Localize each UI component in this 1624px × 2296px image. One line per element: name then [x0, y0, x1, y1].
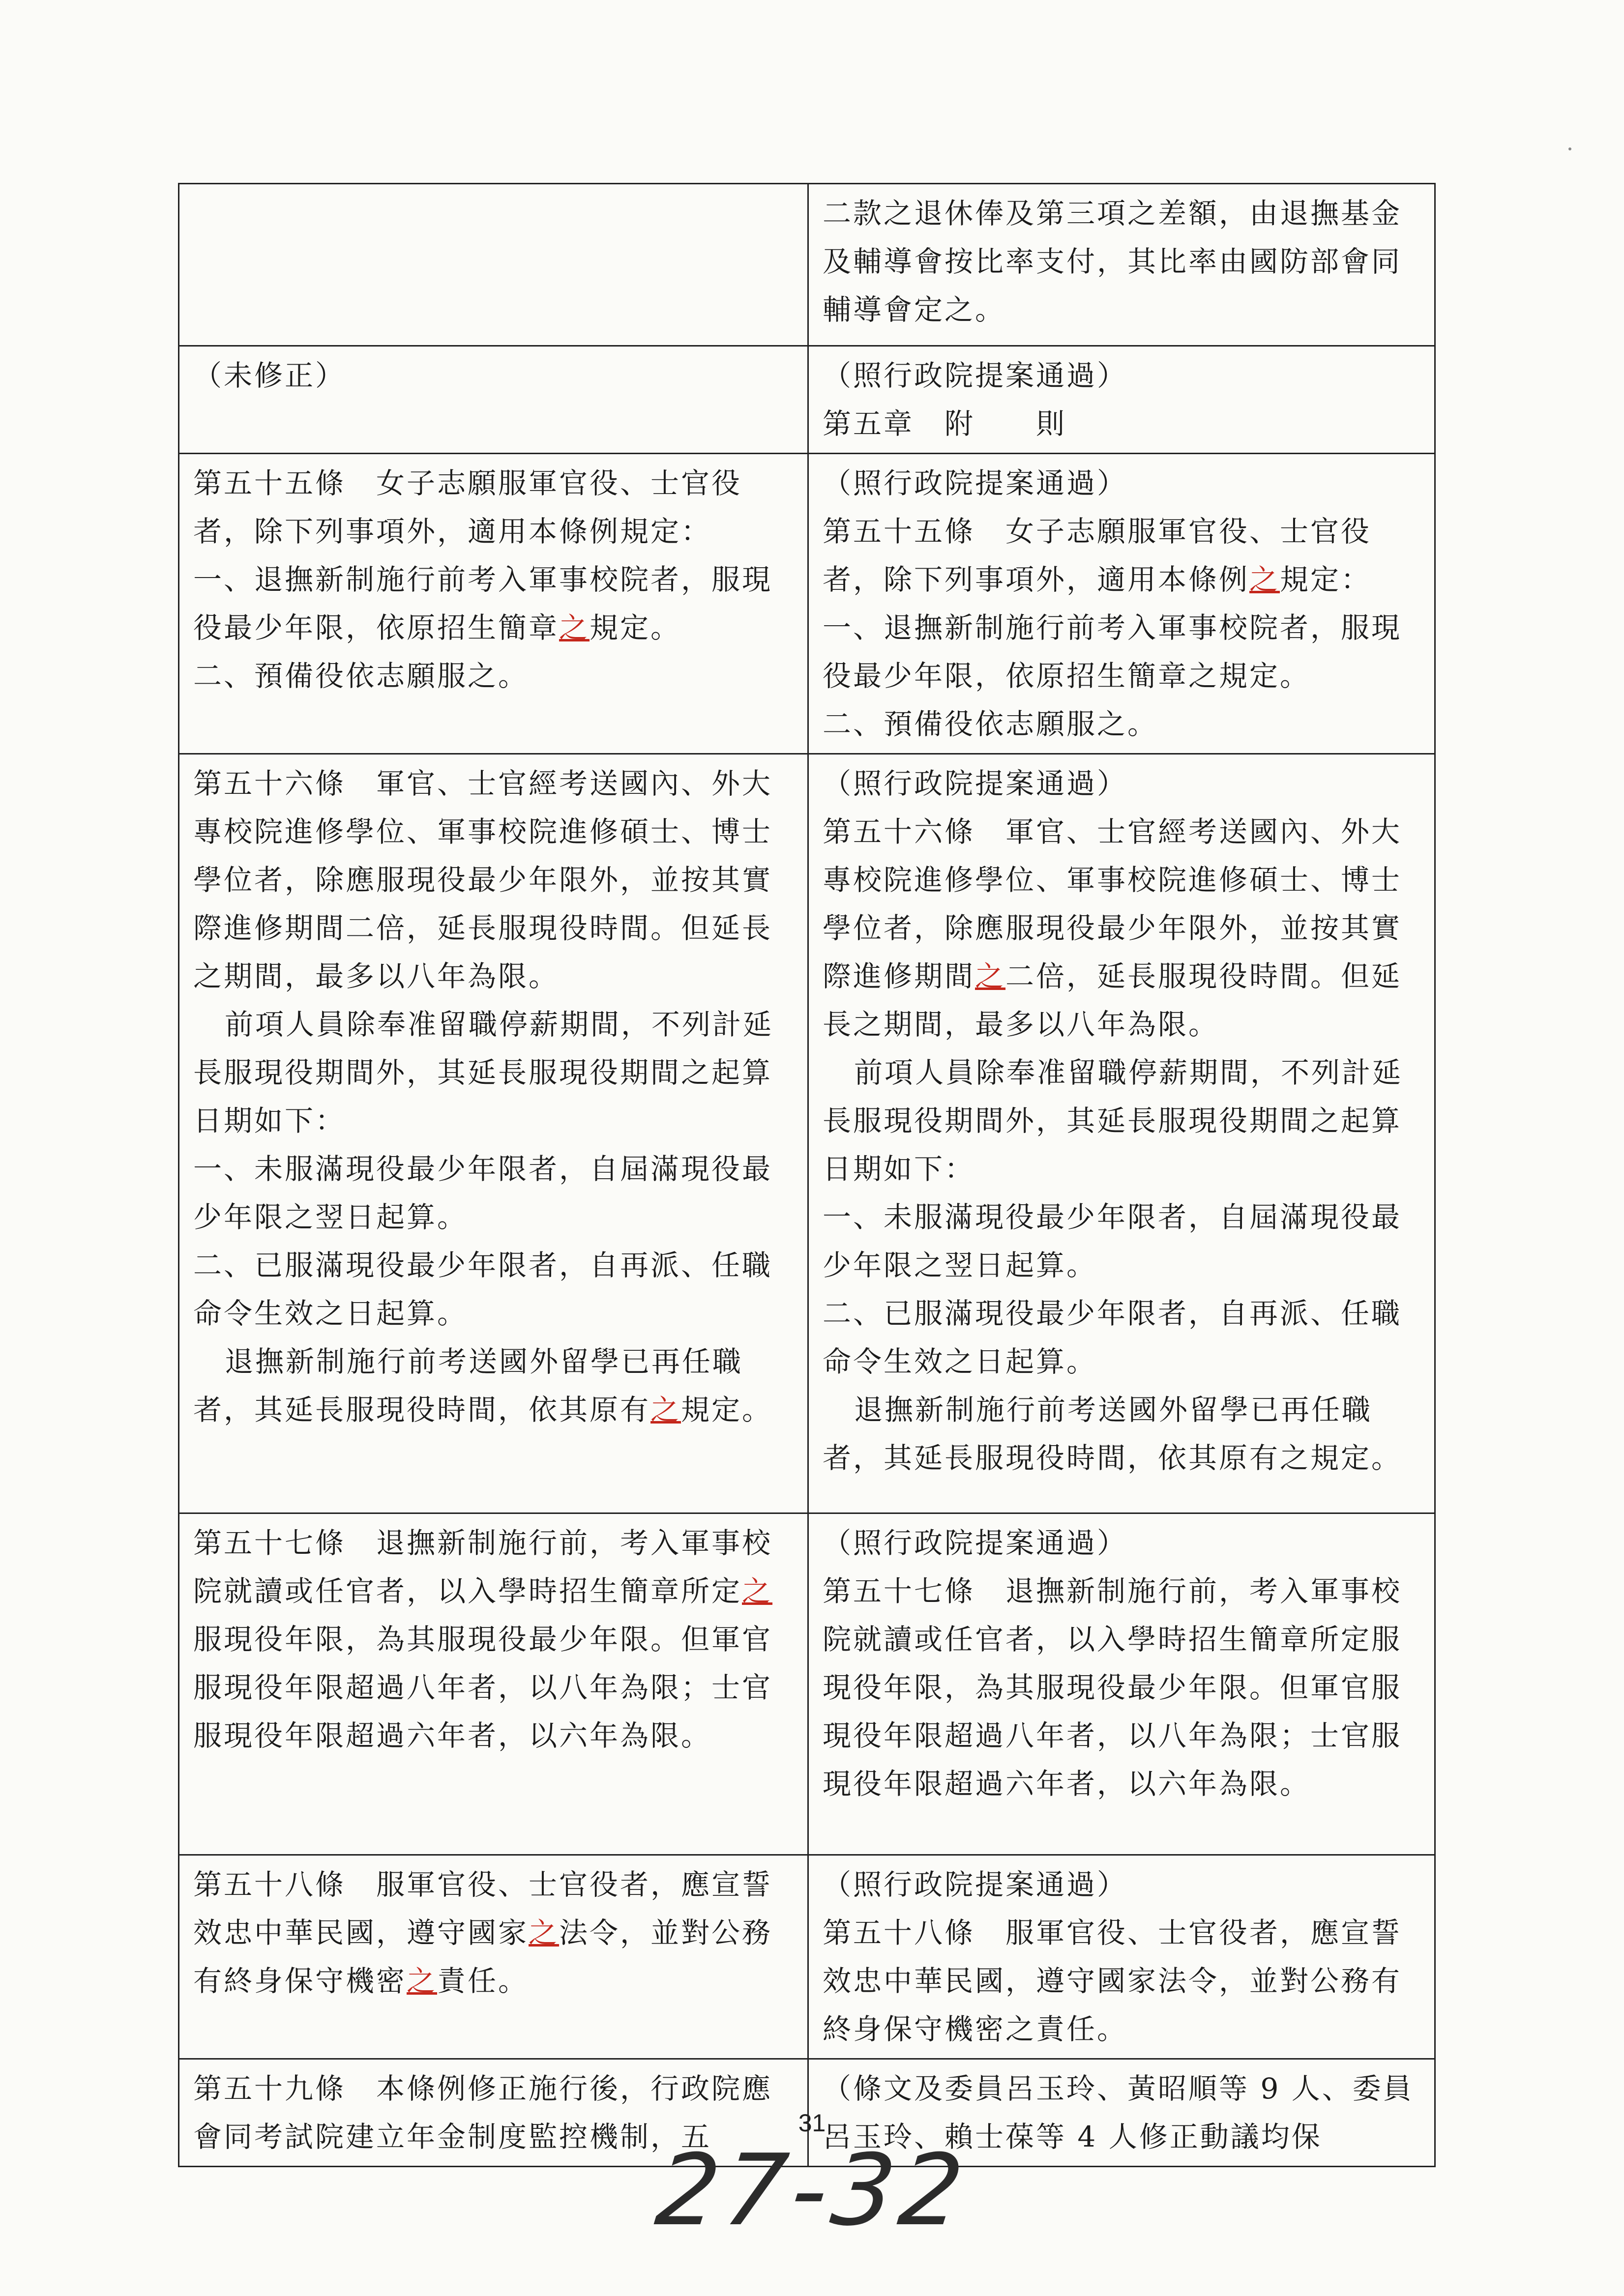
paragraph: [823, 1289, 1422, 1386]
highlighted-char: 之: [1249, 563, 1280, 596]
text-segment: 法令，並對公務有終身保守機密: [193, 1916, 773, 1998]
table-row: [179, 754, 1435, 1513]
highlighted-char: 之: [529, 1916, 560, 1949]
paragraph: [193, 1145, 796, 1241]
revised-text-cell: [808, 1855, 1435, 2059]
paragraph: [193, 759, 796, 1000]
paragraph: [823, 1048, 1422, 1193]
paragraph: [193, 1000, 796, 1145]
paragraph: [823, 351, 1422, 400]
highlighted-char: 之: [559, 611, 590, 644]
comparison-table-body: [179, 184, 1435, 2167]
text-segment: 二、已服滿現役最少年限者，自再派、任職命令生效之日起算。: [193, 1249, 773, 1330]
revised-text-cell: [808, 1513, 1435, 1855]
text-segment: 第五十八條 服軍官役、士官役者，應宣誓效忠中華民國，遵守國家法令，並對公務有終身保守機密之責任。: [823, 1916, 1402, 2046]
paragraph: [823, 1909, 1422, 2053]
text-segment: 第五十六條 軍官、士官經考送國內、外大專校院進修學位、軍事校院進修碩士、博士學位者，除應服現役最少年限外，並按其實際進修期間二倍，延長服現役時間。但延長之期間，最多以八年為限。: [193, 767, 773, 993]
text-segment: 第五章 附 則: [823, 407, 1067, 440]
text-segment: 第五十七條 退撫新制施行前，考入軍事校院就讀或任官者，以入學時招生簡章所定服現役年限，為其服現役最少年限。但軍官服現役年限超過八年者，以八年為限；士官服現役年限超過六年者，以六年為限。: [823, 1574, 1402, 1801]
paragraph: [823, 459, 1422, 507]
text-segment: 二、預備役依志願服之。: [823, 707, 1158, 741]
text-segment: 二、已服滿現役最少年限者，自再派、任職命令生效之日起算。: [823, 1297, 1402, 1378]
paragraph: [823, 604, 1422, 700]
text-segment: 第五十八條 服軍官役、士官役者，應宣誓效忠中華民國，遵守國家: [193, 1868, 773, 1949]
text-segment: 二、預備役依志願服之。: [193, 659, 529, 693]
paragraph: [823, 759, 1422, 808]
paragraph: [823, 1386, 1422, 1482]
paragraph: [193, 1519, 796, 1760]
paragraph: [823, 400, 1422, 448]
paragraph: [823, 808, 1422, 1048]
highlighted-char: 之: [975, 959, 1006, 993]
text-segment: 一、未服滿現役最少年限者，自屆滿現役最少年限之翌日起算。: [823, 1200, 1402, 1282]
paragraph: [823, 507, 1422, 604]
paragraph: [193, 1860, 796, 2005]
text-segment: 前項人員除奉准留職停薪期間，不列計延長服現役期間外，其延長服現役期間之起算日期如下：: [823, 1056, 1403, 1186]
paragraph: [193, 1241, 796, 1337]
text-segment: 責任。: [437, 1964, 529, 1998]
text-segment: （條文及委員呂玉玲、黃昭順等 9 人、委員呂玉玲、賴士葆等 4 人修正動議均保: [823, 2072, 1414, 2153]
paragraph: [193, 459, 796, 555]
comparison-table: [178, 183, 1436, 2167]
paragraph: [823, 1193, 1422, 1289]
text-segment: 二款之退休俸及第三項之差額，由退撫基金及輔導會按比率支付，其比率由國防部會同輔導會定之。: [823, 197, 1402, 326]
paragraph: [193, 1337, 796, 1434]
table-row: [179, 184, 1435, 346]
paragraph: [193, 351, 796, 400]
text-segment: （未修正）: [193, 359, 346, 392]
paragraph: [193, 652, 796, 700]
revised-text-cell: [808, 346, 1435, 454]
table-row: [179, 454, 1435, 754]
scan-speck: [1568, 147, 1571, 150]
highlighted-char: 之: [407, 1964, 438, 1998]
paragraph: [823, 1860, 1422, 1909]
text-segment: 服現役年限，為其服現役最少年限。但軍官服現役年限超過八年者，以八年為限；士官服現役年限超過六年者，以六年為限。: [193, 1623, 773, 1752]
text-segment: 第五十五條 女子志願服軍官役、士官役者，除下列事項外，適用本條例: [823, 515, 1372, 596]
text-segment: 第五十五條 女子志願服軍官役、士官役者，除下列事項外，適用本條例規定：: [193, 466, 742, 548]
original-text-cell: [179, 754, 808, 1513]
text-segment: 第五十九條 本條例修正施行後，行政院應會同考試院建立年金制度監控機制，五: [193, 2072, 773, 2153]
text-segment: 一、退撫新制施行前考入軍事校院者，服現役最少年限，依原招生簡章之規定。: [823, 611, 1402, 693]
highlighted-char: 之: [742, 1574, 773, 1608]
table-row: [179, 346, 1435, 454]
text-segment: （照行政院提案通過）: [823, 1868, 1128, 1901]
text-segment: 第五十六條 軍官、士官經考送國內、外大專校院進修學位、軍事校院進修碩士、博士學位者，除應服現役最少年限外，並按其實際進修期間: [823, 815, 1402, 993]
page-number: 31: [798, 2109, 826, 2137]
paragraph: [823, 1519, 1422, 1567]
paragraph: [823, 700, 1422, 748]
text-segment: 規定。: [681, 1393, 773, 1426]
text-segment: 前項人員除奉准留職停薪期間，不列計延長服現役期間外，其延長服現役期間之起算日期如下：: [193, 1008, 774, 1137]
text-segment: 二倍，延長服現役時間。但延長之期間，最多以八年為限。: [823, 959, 1402, 1041]
text-segment: （照行政院提案通過）: [823, 466, 1128, 500]
text-segment: （照行政院提案通過）: [823, 767, 1128, 800]
original-text-cell: [179, 184, 808, 346]
text-segment: 退撫新制施行前考送國外留學已再任職者，其延長服現役時間，依其原有: [193, 1345, 743, 1426]
text-segment: 規定：: [1280, 563, 1372, 596]
text-segment: 規定。: [590, 611, 681, 644]
revised-text-cell: [808, 754, 1435, 1513]
table-row: [179, 1513, 1435, 1855]
original-text-cell: [179, 454, 808, 754]
text-segment: （照行政院提案通過）: [823, 1526, 1128, 1560]
table-row: [179, 1855, 1435, 2059]
text-segment: 第五十七條 退撫新制施行前，考入軍事校院就讀或任官者，以入學時招生簡章所定: [193, 1526, 773, 1608]
text-segment: 退撫新制施行前考送國外留學已再任職者，其延長服現役時間，依其原有之規定。: [823, 1393, 1402, 1475]
paragraph: [823, 189, 1422, 334]
revised-text-cell: [808, 184, 1435, 346]
original-text-cell: [179, 346, 808, 454]
text-segment: 一、未服滿現役最少年限者，自屆滿現役最少年限之翌日起算。: [193, 1152, 773, 1234]
paragraph: [823, 1567, 1422, 1808]
revised-text-cell: [808, 454, 1435, 754]
text-segment: 一、退撫新制施行前考入軍事校院者，服現役最少年限，依原招生簡章: [193, 563, 773, 644]
original-text-cell: [179, 1513, 808, 1855]
text-segment: （照行政院提案通過）: [823, 359, 1128, 392]
original-text-cell: [179, 1855, 808, 2059]
handwritten-page-stamp: 27-32: [650, 2133, 974, 2248]
highlighted-char: 之: [650, 1393, 681, 1426]
paragraph: [193, 555, 796, 652]
